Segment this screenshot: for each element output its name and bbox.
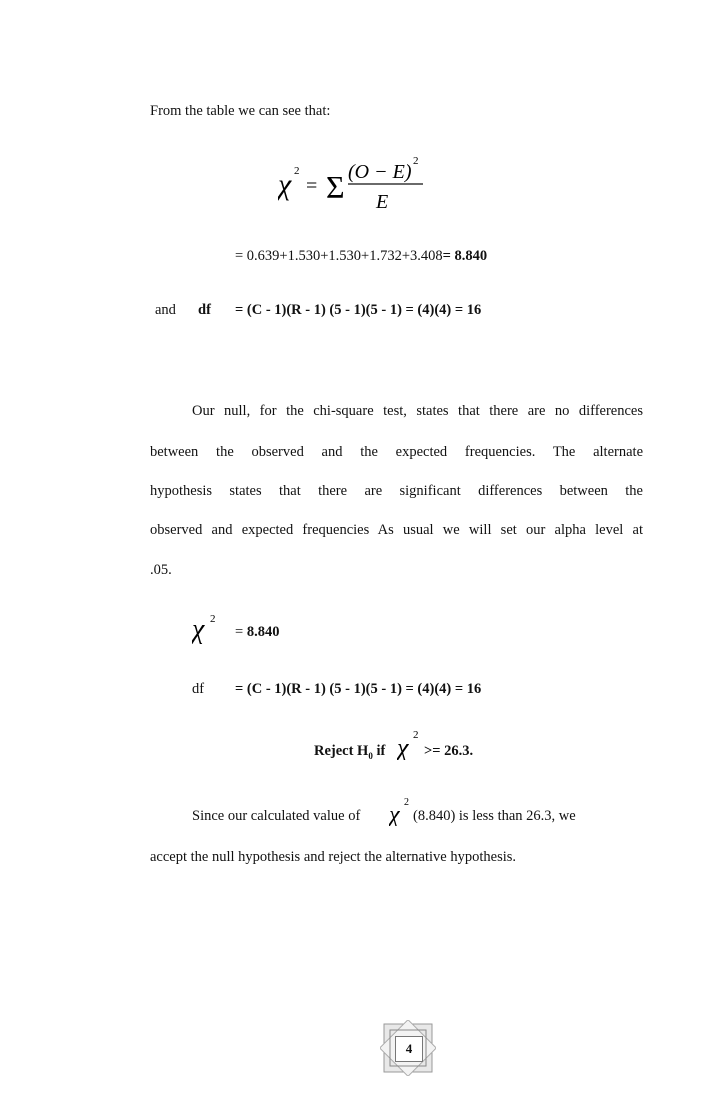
conclusion-chi-exponent: 2 [404,797,409,808]
paragraph-line-5: .05. [150,562,172,578]
sigma-symbol: Σ [326,169,345,205]
chi-value-line [235,624,279,641]
conclusion-part-1: Since our calculated value of [192,808,361,824]
reject-chi-glyph: χ [397,733,409,760]
intro-text: From the table we can see that: [150,103,331,119]
reject-threshold: >= 26.3. [424,743,474,759]
numerator-exponent: 2 [413,155,419,167]
page-number: 4 [395,1036,423,1062]
conclusion-part-2: (8.840) is less than 26.3, we [413,808,576,824]
paragraph-line-4: observed and expected frequencies As usual we will set our alpha level at [150,522,643,538]
reject-if: if [376,743,386,759]
paragraph-line-2: between the observed and the expected frequencies. The alternate [150,444,643,460]
df-expression: = (C - 1)(R - 1) (5 - 1)(5 - 1) = (4)(4) = 16 [235,302,482,318]
equals-sign: = [306,175,318,197]
reject-subscript: 0 [368,750,373,761]
chi-symbol: χ [278,168,292,201]
conclusion-chi-glyph: χ [389,802,400,826]
reject-line [314,743,385,761]
chi-exponent: 2 [294,165,300,177]
formula-denominator: E [376,191,389,213]
chi-square-formula [278,150,438,220]
page-number-ornament [380,1020,436,1076]
df-label-2: df [192,681,205,697]
reject-text: Reject H [314,743,369,759]
sum-expression: = 0.639+1.530+1.530+1.732+3.408 [235,248,443,264]
chi-value-eq: = [235,624,244,640]
sum-result: = 8.840 [442,248,488,264]
paragraph-line-1: Our null, for the chi-square test, states that there are no differences [192,403,643,419]
and-label: and [155,302,176,318]
formula-numerator: (O − E) [348,161,412,183]
paragraph-line-3: hypothesis states that there are significant differences between the [150,483,643,499]
chi-glyph: χ [192,614,205,644]
reject-chi-exponent: 2 [413,729,419,741]
chi-value-symbol [192,612,228,644]
df-label: df [198,302,211,318]
chi-value: 8.840 [246,624,280,640]
sum-line [235,248,487,265]
conclusion-line-2: accept the null hypothesis and reject the alternative hypothesis. [150,849,517,865]
df-expression-2: = (C - 1)(R - 1) (5 - 1)(5 - 1) = (4)(4) = 16 [235,681,482,697]
chi-glyph-exponent: 2 [210,613,216,625]
